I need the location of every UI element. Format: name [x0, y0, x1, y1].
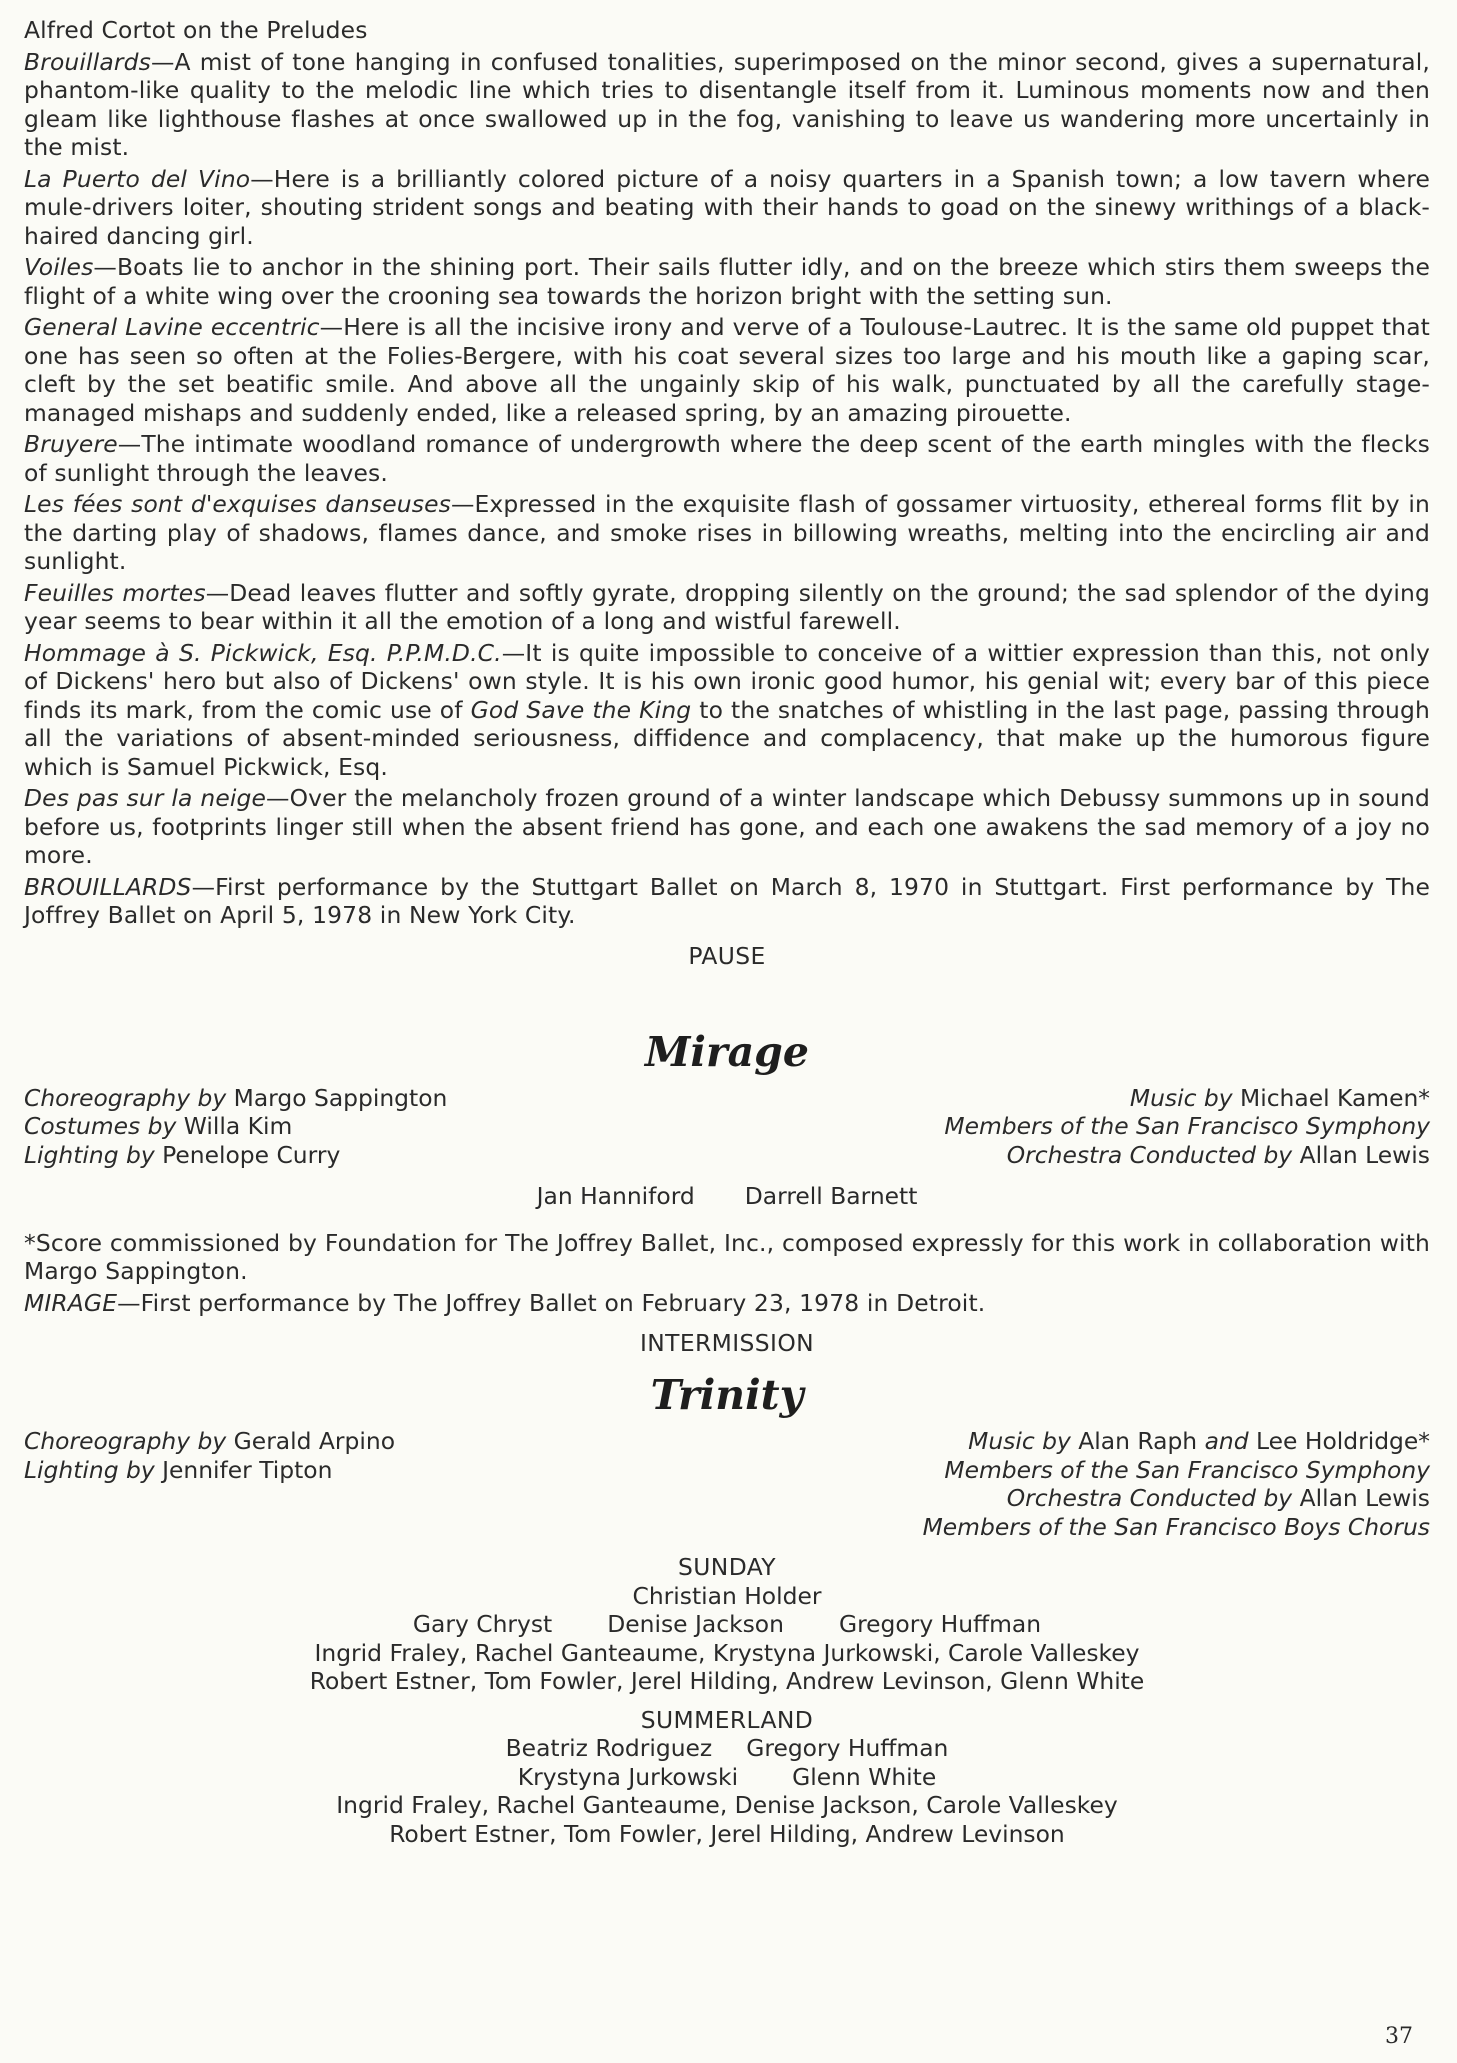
credit-line [944, 1084, 1430, 1113]
summerland-cast [24, 1706, 1430, 1849]
intro-heading: Alfred Cortot on the Preludes [24, 16, 368, 44]
pause-label: PAUSE [688, 941, 766, 970]
credit-line [944, 1141, 1430, 1170]
prelude-term: Bruyere [24, 430, 118, 458]
credit-line [24, 1112, 447, 1141]
prelude-term: Brouillards [24, 47, 151, 76]
prelude-general-lavine [24, 313, 1430, 427]
prelude-term: Les fées sont d'exquises danseuses [24, 490, 451, 518]
prelude-la-puerto-del-vino [24, 165, 1430, 251]
prelude-text-italic: God Save the King [470, 695, 692, 724]
credit-role: Orchestra Conducted by [1006, 1140, 1293, 1169]
prelude-des-pas [24, 784, 1430, 870]
dancer-name: Jan Hanniford [536, 1182, 695, 1210]
credit-role: Lighting by [24, 1140, 155, 1169]
prelude-text: to the snatches of whistling in the last page, passing through all the variations of absent-minded seriousness, diffidence and complacency, that make up the humorous figure which is Samuel Pickwick, Esq. [24, 695, 1430, 781]
prelude-text: —A mist of tone hanging in confused tonalities, superimposed on the minor second, gives a supernatural, phantom-like quality to the melodic line which tries to disentangle itself from it. Luminous moments now and then gleam like lighthouse flashes at once swallowed up in the fog, vanishing to leave us wandering more uncertainly in the mist. [24, 47, 1430, 161]
premiere-text: —First performance by the Stuttgart Ballet on March 8, 1970 in Stuttgart. First performance by The Joffrey Ballet on April 5, 1978 in New York City. [24, 872, 1430, 929]
credit-conjunction: and [1204, 1427, 1249, 1455]
dancer-name: Glenn White [792, 1762, 937, 1791]
prelude-brouillards [24, 48, 1430, 162]
cast-row: Robert Estner, Tom Fowler, Jerel Hilding, Andrew Levinson [389, 1819, 1065, 1848]
prelude-term: Feuilles mortes [24, 578, 206, 607]
credit-name: Margo Sappington [233, 1083, 448, 1112]
prelude-text: —Over the melancholy frozen ground of a winter landscape which Debussy summons up in sound before us, footprints linger still when the absent friend has gone, and each one awakens the sad memory of a joy no more. [24, 784, 1430, 869]
section-heading: SUNDAY [678, 1553, 776, 1581]
credit-name: Penelope Curry [162, 1140, 341, 1169]
cast-row [24, 1763, 1430, 1792]
prelude-term: Des pas sur la neige [24, 784, 267, 812]
credit-role: Music by [968, 1427, 1071, 1455]
prelude-hommage-pickwick [24, 639, 1430, 782]
prelude-bruyere [24, 430, 1430, 487]
mirage-credits [24, 1084, 1430, 1170]
credit-name: Lee Holdridge* [1256, 1427, 1430, 1455]
trinity-left-credits [24, 1427, 395, 1541]
prelude-text: —Here is a brilliantly colored picture of a noisy quarters in a Spanish town; a low tavern where mule-drivers loiter, shouting strident songs and beating with their hands to goad on the sinewy writhings of a black-haired dancing girl. [24, 164, 1430, 250]
credit-line [24, 1456, 395, 1485]
chorus-line: Members of the San Francisco Boys Chorus [922, 1512, 1430, 1541]
credit-line [923, 1484, 1430, 1513]
orchestra-line: Members of the San Francisco Symphony [944, 1112, 1430, 1140]
credit-line [24, 1427, 395, 1456]
credit-role: Lighting by [24, 1455, 155, 1484]
mirage-right-credits [944, 1084, 1430, 1170]
trinity-right-credits [923, 1427, 1430, 1541]
mirage-left-credits [24, 1084, 447, 1170]
brouillards-premiere [24, 873, 1430, 930]
prelude-term: La Puerto del Vino [24, 164, 251, 193]
credit-line [24, 1141, 447, 1170]
prelude-text: —Here is all the incisive irony and verve of a Toulouse-Lautrec. It is the same old puppet that one has seen so often at the Folies-Bergere, with his coat several sizes too large and his mouth like a gaping scar, cleft by the set beatific smile. And above all the ungainly skip of his walk, punctuated by all the carefully stage-managed mishaps and suddenly ended, like a released spring, by an amazing pirouette. [24, 313, 1430, 427]
credit-role: Choreography by [24, 1427, 227, 1455]
prelude-voiles [24, 253, 1430, 310]
program-page [24, 16, 1430, 1848]
credit-line [923, 1427, 1430, 1456]
dancer-name: Krystyna Jurkowski [517, 1762, 739, 1791]
credit-role: Orchestra Conducted by [1006, 1484, 1293, 1512]
credit-role: Music by [1129, 1083, 1233, 1112]
cast-row: Robert Estner, Tom Fowler, Jerel Hilding, Andrew Levinson, Glenn White [309, 1667, 1145, 1695]
prelude-term: Hommage à S. Pickwick, Esq. P.P.M.D.C. [24, 638, 502, 667]
prelude-text: —Expressed in the exquisite flash of gossamer virtuosity, ethereal forms flit by in the darting play of shadows, flames dance, and smoke rises in billowing wreaths, melting into the encircling air and sunlight. [24, 490, 1431, 575]
dancer-name: Beatriz Rodriguez [505, 1734, 713, 1762]
trinity-credits [24, 1427, 1430, 1541]
prelude-term: Voiles [24, 253, 94, 281]
credit-name: Gerald Arpino [233, 1427, 396, 1455]
credit-role: Costumes by [24, 1112, 177, 1140]
prelude-text: —Dead leaves flutter and softly gyrate, dropping silently on the ground; the sad splendor of the dying year seems to bear within it all the emotion of a long and wistful farewell. [24, 578, 1430, 635]
dancer-name: Denise Jackson [607, 1610, 784, 1638]
credit-name: Michael Kamen* [1240, 1083, 1430, 1112]
prelude-les-fees [24, 490, 1430, 576]
orchestra-line: Members of the San Francisco Symphony [944, 1455, 1430, 1484]
dancer-name: Gary Chryst [412, 1610, 553, 1638]
mirage-premiere [24, 1289, 1430, 1318]
credit-name: Alan Raph [1078, 1427, 1198, 1455]
mirage-footnote: *Score commissioned by Foundation for The Joffrey Ballet, Inc., composed expressly for this work in collaboration with Margo Sappington. [24, 1228, 1430, 1285]
dancer-name: Gregory Huffman [746, 1734, 949, 1762]
dancer-name: Gregory Huffman [838, 1610, 1042, 1638]
credit-name: Willa Kim [183, 1112, 293, 1140]
credit-name: Allan Lewis [1299, 1484, 1430, 1512]
premiere-text: —First performance by The Joffrey Ballet on February 23, 1978 in Detroit. [117, 1288, 986, 1317]
trinity-title: Trinity [650, 1371, 804, 1419]
intermission-label: INTERMISSION [639, 1329, 815, 1357]
cast-row [24, 1734, 1430, 1763]
cast-row: Ingrid Fraley, Rachel Ganteaume, Krystyna Jurkowski, Carole Valleskey [314, 1638, 1140, 1667]
cast-row: Christian Holder [632, 1581, 822, 1610]
prelude-text: —Boats lie to anchor in the shining port. Their sails flutter idly, and on the breeze which stirs them sweeps the flight of a white wing over the crooning sea towards the horizon bright with the setting sun. [24, 253, 1430, 310]
prelude-text: —The intimate woodland romance of undergrowth where the deep scent of the earth mingles with the flecks of sunlight through the leaves. [24, 430, 1430, 487]
cast-row: Ingrid Fraley, Rachel Ganteaume, Denise Jackson, Carole Valleskey [336, 1791, 1118, 1819]
sunday-cast [24, 1553, 1430, 1696]
premiere-term: MIRAGE [24, 1288, 118, 1317]
dancer-name: Darrell Barnett [744, 1182, 918, 1210]
credit-name: Allan Lewis [1299, 1140, 1430, 1169]
mirage-title: Mirage [645, 1027, 809, 1076]
prelude-feuilles-mortes [24, 579, 1430, 636]
credit-role: Choreography by [24, 1083, 227, 1112]
prelude-text: —It is quite impossible to conceive of a wittier expression than this, not only of Dickens' hero but also of Dickens' own style. It is his own ironic good humor, his genial wit; every bar of this piece finds its mark, from the comic use of [24, 638, 1430, 724]
section-heading: SUMMERLAND [640, 1705, 814, 1734]
mirage-dancers [24, 1182, 1430, 1211]
credit-name: Jennifer Tipton [162, 1455, 333, 1484]
page-number: 37 [1385, 2024, 1413, 2049]
credit-line [24, 1084, 447, 1113]
prelude-term: General Lavine eccentric [24, 313, 320, 341]
premiere-term: BROUILLARDS [24, 872, 192, 901]
cast-row [24, 1610, 1430, 1639]
